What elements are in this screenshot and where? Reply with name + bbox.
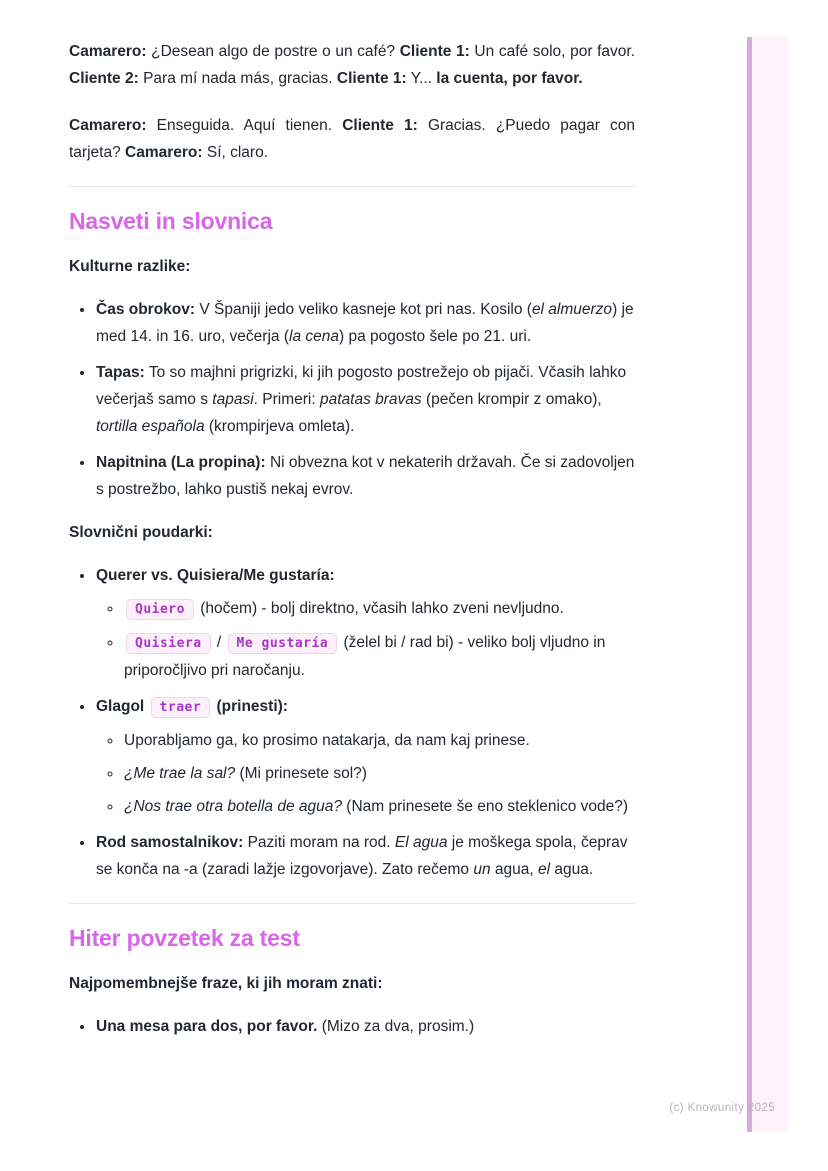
section-heading: Nasveti in slovnica	[69, 208, 273, 234]
italic-text: patatas bravas	[319, 391, 422, 408]
list-item	[123, 727, 635, 754]
bold-text: Rod samostalnikov:	[96, 834, 244, 851]
list-item	[123, 793, 635, 820]
list-item	[95, 829, 635, 883]
bold-text: la cuenta, por favor.	[436, 70, 583, 87]
text-run: To so majhni prigrizki, ki jih pogosto postrežejo ob pijači. Včasih lahko večerjaš samo s	[96, 364, 627, 408]
text-run: ¿Desean algo de postre o un café?	[146, 43, 400, 60]
bullet-list	[69, 1013, 635, 1040]
sub-list	[96, 595, 635, 684]
text-run: Y...	[406, 70, 437, 87]
list-item	[95, 296, 635, 350]
bold-text: Una mesa para dos, por favor.	[96, 1018, 318, 1035]
text-run: (krompirjeva omleta).	[204, 418, 355, 435]
text-run: ) pa pogosto šele po 21. uri.	[338, 328, 532, 345]
bullet-list	[69, 296, 635, 503]
bold-text: Camarero:	[125, 144, 203, 161]
italic-text: ¿Me trae la sal?	[124, 765, 236, 782]
list-item	[123, 595, 635, 623]
text-run: ) je med 14. in 16. uro, večerja (	[96, 301, 634, 345]
bold-text: Kulturne razlike:	[69, 258, 191, 275]
bold-text: Querer vs. Quisiera/Me gustaría:	[96, 567, 335, 584]
document-blocks	[69, 38, 635, 1056]
italic-text: tortilla española	[96, 418, 205, 435]
sub-heading	[69, 253, 635, 280]
sub-heading	[69, 519, 635, 546]
bold-text: Napitnina (La propina):	[96, 454, 266, 471]
text-run: Uporabljamo ga, ko prosimo natakarja, da nam kaj prinese.	[124, 732, 530, 749]
paragraph	[69, 38, 635, 92]
list-item	[95, 562, 635, 684]
text-run: Para mí nada más, gracias.	[138, 70, 337, 87]
bold-text: Cliente 1:	[342, 117, 418, 134]
bullet-list	[69, 562, 635, 883]
text-run: Ni obvezna kot v nekaterih državah. Če si zadovoljen s postrežbo, lahko pustiš nekaj evrov.	[96, 454, 635, 498]
list-item	[95, 693, 635, 820]
bold-text: Cliente 1:	[336, 70, 407, 87]
text-run: Enseguida. Aquí tienen.	[146, 117, 343, 134]
italic-text: el almuerzo	[531, 301, 613, 318]
text-run: Paziti moram na rod.	[243, 834, 395, 851]
text-run: agua.	[550, 861, 594, 878]
text-run: (pečen krompir z omako),	[421, 391, 602, 408]
text-run: (želel bi / rad bi) - veliko bolj vljudno in priporočljivo pri naročanju.	[124, 634, 606, 679]
bold-text: Camarero:	[69, 43, 147, 60]
bold-text: Cliente 2:	[69, 70, 139, 87]
copyright-watermark: (c) Knowunity 2025	[669, 1102, 775, 1114]
sub-list	[96, 727, 635, 820]
italic-text: El agua	[394, 834, 448, 851]
code-chip: traer	[151, 697, 211, 718]
text-run: (Mizo za dva, prosim.)	[317, 1018, 475, 1035]
italic-text: un	[473, 861, 491, 878]
italic-text: el	[538, 861, 551, 878]
list-item	[123, 760, 635, 787]
text-run: Un café solo, por favor.	[469, 43, 636, 60]
italic-text: tapasi	[212, 391, 254, 408]
italic-text: ¿Nos trae otra botella de agua?	[124, 798, 342, 815]
list-item	[95, 1013, 635, 1040]
list-item	[95, 449, 635, 503]
text-run: (Nam prinesete še eno steklenico vode?)	[342, 798, 629, 815]
text-run: (hočem) - bolj direktno, včasih lahko zveni nevljudno.	[195, 600, 564, 617]
code-chip: Quiero	[126, 599, 194, 620]
highlight-strip	[747, 37, 791, 1132]
text-run: /	[212, 634, 226, 651]
sub-heading	[69, 970, 635, 997]
bold-text: Tapas:	[96, 364, 145, 381]
bold-text: Glagol	[96, 698, 149, 715]
bold-text: Camarero:	[69, 117, 147, 134]
italic-text: la cena	[289, 328, 339, 345]
text-run: je moškega spola, čeprav se konča na -a (zaradi lažje izgovorjave). Zato rečemo	[96, 834, 628, 878]
bold-text: Čas obrokov:	[96, 301, 196, 318]
bold-text: (prinesti):	[212, 698, 288, 715]
text-run: V Španiji jedo veliko kasneje kot pri nas. Kosilo (	[195, 301, 532, 318]
text-run: (Mi prinesete sol?)	[235, 765, 367, 782]
bold-text: Najpomembnejše fraze, ki jih moram znati:	[69, 975, 383, 992]
divider	[69, 186, 635, 187]
list-item	[123, 629, 635, 684]
text-run: Gracias. ¿Puedo pagar con tarjeta?	[69, 117, 636, 161]
text-run: . Primeri:	[253, 391, 320, 408]
text-run: Sí, claro.	[202, 144, 269, 161]
section-heading: Hiter povzetek za test	[69, 925, 300, 951]
paragraph	[69, 112, 635, 166]
bold-text: Cliente 1:	[399, 43, 470, 60]
code-chip: Quisiera	[126, 633, 211, 654]
list-item	[95, 359, 635, 440]
text-run: agua,	[490, 861, 538, 878]
bold-text: Slovnični poudarki:	[69, 524, 213, 541]
divider	[69, 903, 635, 904]
code-chip: Me gustaría	[228, 633, 338, 654]
